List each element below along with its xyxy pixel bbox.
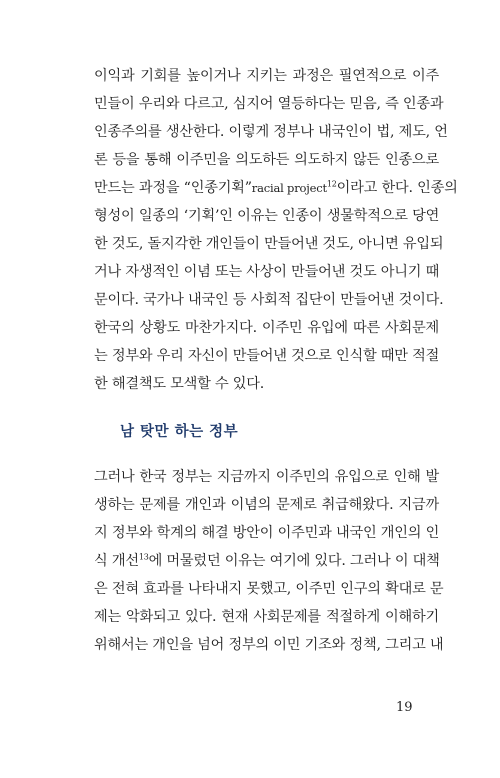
text-line: [94, 547, 439, 575]
text-line: 한 것도, 돌지각한 개인들이 만들어낸 것도, 아니면 유입되: [94, 236, 444, 252]
text-segment: 이라고 한다. 인종의: [336, 180, 458, 196]
section-heading: 남 탓만 하는 정부: [120, 423, 239, 440]
footnote-marker: 12: [326, 179, 337, 189]
text-line: 위해서는 개인을 넘어 정부의 이민 기조와 정책, 그리고 내: [94, 637, 444, 653]
text-line: 민들이 우리와 다르고, 심지어 열등하다는 믿음, 즉 인종과: [94, 96, 444, 112]
text-line: 는 정부와 우리 자신이 만들어낸 것으로 인식할 때만 적절: [94, 348, 440, 364]
body-paragraph-2: [94, 463, 444, 659]
text-line: 제는 악화되고 있다. 현재 사회문제를 적절하게 이해하기: [94, 609, 439, 625]
text-line: 그러나 한국 정부는 지금까지 이주민의 유입으로 인해 발: [94, 469, 439, 485]
text-line: 거나 자생적인 이념 또는 사상이 만들어낸 것도 아니기 때: [94, 264, 440, 280]
text-line: 이익과 기회를 높이거나 지키는 과정은 필연적으로 이주: [94, 68, 439, 84]
text-segment: 식 개선: [94, 553, 139, 569]
text-line: 한 해결책도 모색할 수 있다.: [94, 376, 265, 392]
latin-term: racial project: [251, 181, 327, 195]
text-segment: 만드는 과정을 “인종기획”: [94, 180, 252, 196]
page-number: 19: [396, 700, 413, 715]
text-line: 은 전혀 효과를 나타내지 못했고, 이주민 인구의 확대로 문: [94, 581, 444, 597]
footnote-marker: 13: [138, 552, 149, 562]
body-paragraph-1: [94, 62, 458, 398]
text-line: 인종주의를 생산한다. 이렇게 정부나 내국인이 법, 제도, 언: [94, 124, 448, 140]
text-line: 지 정부와 학계의 해결 방안이 이주민과 내국인 개인의 인: [94, 525, 440, 541]
text-line: 생하는 문제를 개인과 이념의 문제로 취급해왔다. 지금까: [94, 497, 439, 513]
text-line: 문이다. 국가나 내국인 등 사회적 집단이 만들어낸 것이다.: [94, 292, 444, 308]
text-line: 한국의 상황도 마찬가지다. 이주민 유입에 따른 사회문제: [94, 320, 439, 336]
text-segment: 에 머물렀던 이유는 여기에 있다. 그러나 이 대책: [148, 553, 440, 569]
text-line: [94, 174, 458, 202]
text-line: 형성이 일종의 ‘기획’인 이유는 인종이 생물학적으로 당연: [94, 208, 440, 224]
text-line: 론 등을 통해 이주민을 의도하든 의도하지 않든 인종으로: [94, 152, 439, 168]
